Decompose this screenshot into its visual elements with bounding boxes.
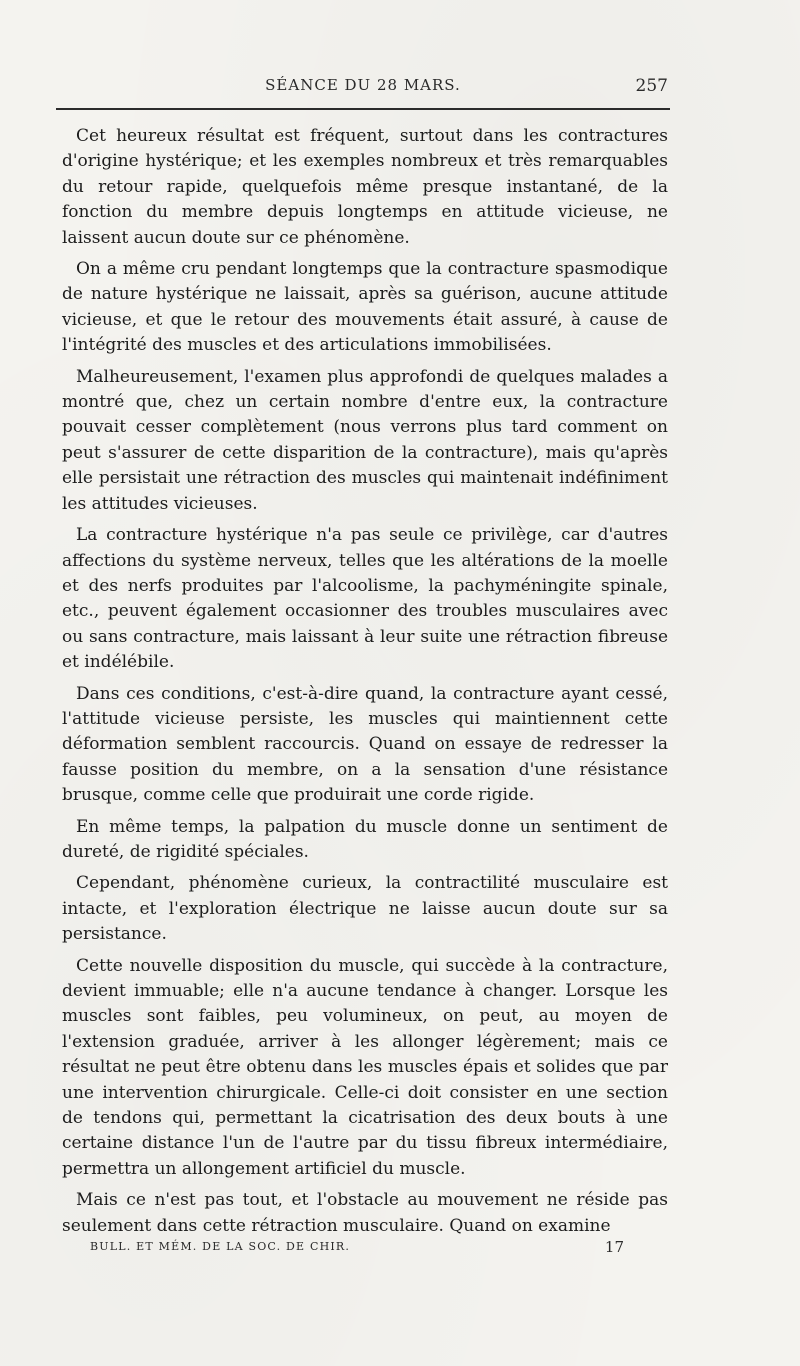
paragraph-1: Cet heureux résultat est fréquent, surtout dans les contractures d'origine hystérique; et les exemples nombreux et très remarquables du retour rapide, quelquefois même presque instantané, de la fonction du membre depuis longtemps en attitude vicieuse, ne laissent aucun doute sur ce phénomène. [62,126,668,248]
paragraph-7: Cependant, phénomène curieux, la contractilité musculaire est intacte, et l'exploration électrique ne laisse aucun doute sur sa persistance. [62,873,668,945]
signature-number: 17 [604,1238,624,1256]
paragraph-5: Dans ces conditions, c'est-à-dire quand, la contracture ayant cessé, l'attitude vicieuse persiste, les muscles qui maintiennent cette déformation semblent raccourcis. Quand on essaye de redresser la fausse position du membre, on a la sensation d'une résistance brusque, comme celle que produirait une corde rigide. [62,683,668,806]
page-header [56,76,670,100]
paragraph-2: On a même cru pendant longtemps que la contracture spasmodique de nature hystérique ne laissait, après sa guérison, aucune attitude vicieuse, et que le retour des mouvements était assuré, à cause de l'intégrité des muscles et des articulations immobilisées. [62,259,668,356]
page-footer [90,1238,624,1260]
paragraph-4: La contracture hystérique n'a pas seule ce privilège, car d'autres affections du système nerveux, telles que les altérations de la moelle et des nerfs produites par l'alcoolisme, la pachyméningite spinale, etc., peuvent également occasionner des troubles musculaires avec ou sans contracture, mais laissant à leur suite une rétraction fibreuse et indélébile. [62,525,668,673]
header-rule [56,108,670,110]
paragraph-8: Cette nouvelle disposition du muscle, qui succède à la contracture, devient immuable; elle n'a aucune tendance à changer. Lorsque les muscles sont faibles, peu volumineux, on peut, au moyen de l'extension graduée, arriver à les allonger légèrement; mais ce résultat ne peut être obtenu dans les muscles épais et solides que par une intervention chirurgicale. Celle-ci doit consister en une section de tendons qui, permettant la cicatrisation des deux bouts à une certaine distance l'un de l'autre par du tissu fibreux intermédiaire, permettra un allongement artificiel du muscle. [62,955,668,1179]
paragraph-3: Malheureusement, l'examen plus approfondi de quelques malades a montré que, chez un certain nombre d'entre eux, la contracture pouvait cesser complètement (nous verrons plus tard comment on peut s'assurer de cette disparition de la contracture), mais qu'après elle persistait une rétraction des muscles qui maintenait indéfiniment les attitudes vicieuses. [62,366,668,514]
page-number: 257 [635,76,668,96]
paragraph-9: Mais ce n'est pas tout, et l'obstacle au mouvement ne réside pas seulement dans cette rétraction musculaire. Quand on examine [62,1190,668,1236]
running-title: SÉANCE DU 28 MARS. [265,76,461,94]
body-text [62,124,668,1245]
paragraph-6: En même temps, la palpation du muscle donne un sentiment de dureté, de rigidité spéciales. [62,816,668,862]
journal-signature: BULL. ET MÉM. DE LA SOC. DE CHIR. [90,1240,351,1253]
